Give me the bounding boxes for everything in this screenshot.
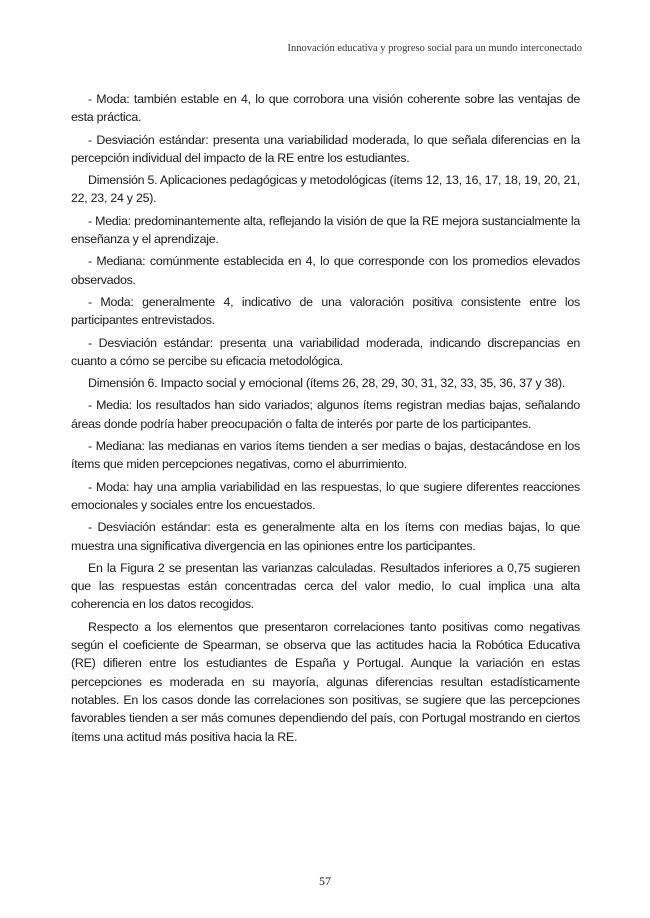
dimension-6-heading: Dimensión 6. Impacto social y emocional (ítems 26, 28, 29, 30, 31, 32, 33, 35, 36, 37 y 38). (88, 376, 566, 391)
paragraph-moda-dim4: - Moda: también estable en 4, lo que corrobora una visión coherente sobre las ventajas de esta práctica. (71, 92, 580, 125)
paragraph-desviacion-dim5: - Desviación estándar: presenta una variabilidad moderada, indicando discrepancias en cuanto a cómo se percibe su eficacia metodológica. (71, 335, 580, 368)
paragraph-mediana-dim6: - Mediana: las medianas en varios ítems tienden a ser medias o bajas, destacándose en los ítems que miden percepciones negativas, como el aburrimiento. (71, 439, 580, 472)
paragraph-spearman: Respecto a los elementos que presentaron correlaciones tanto positivas como negativas según el coeficiente de Spearman, se observa que las actitudes hacia la Robótica Educativa (RE) difieren entre los estudiantes de España y Portugal. Aunque la variación en estas percepciones es moderada en su mayoría, algunas diferencias resultan estadísticamente notables. En los casos donde las correlaciones son positivas, se sugiere que las percepciones favorables tienden a ser más comunes dependiendo del país, con Portugal mostrando en ciertos ítems una actitud más positiva hacia la RE. (71, 619, 580, 744)
dimension-5-heading: Dimensión 5. Aplicaciones pedagógicas y metodológicas (ítems 12, 13, 16, 17, 18, 19, 20, 21, 22, 23, 24 y 25). (71, 173, 580, 206)
paragraph-moda-dim6: - Moda: hay una amplia variabilidad en las respuestas, lo que sugiere diferentes reacciones emocionales y sociales entre los encuestados. (71, 479, 580, 512)
paragraph-moda-dim5: - Moda: generalmente 4, indicativo de una valoración positiva consistente entre los participantes entrevistados. (71, 294, 580, 328)
paragraph-mediana-dim5: - Mediana: comúnmente establecida en 4, lo que corresponde con los promedios elevados observados. (71, 254, 580, 287)
paragraph-figura-2: En la Figura 2 se presentan las varianzas calculadas. Resultados inferiores a 0,75 sugieren que las respuestas están concentradas cerca del valor medio, lo cual implica una alta coherencia en los datos recogidos. (71, 560, 580, 612)
page-body (71, 90, 580, 750)
paragraph-desviacion-dim4: - Desviación estándar: presenta una variabilidad moderada, lo que señala diferencias en la percepción individual del impacto de la RE entre los estudiantes. (71, 132, 580, 165)
paragraph-media-dim6: - Media: los resultados han sido variados; algunos ítems registran medias bajas, señalando áreas donde podría haber preocupación o falta de interés por parte de los participantes. (71, 398, 580, 431)
paragraph-media-dim5: - Media: predominantemente alta, reflejando la visión de que la RE mejora sustancialmente la enseñanza y el aprendizaje. (71, 213, 580, 247)
page-number: 57 (319, 874, 331, 888)
running-header: Innovación educativa y progreso social para un mundo interconectado (287, 43, 582, 54)
paragraph-desviacion-dim6: - Desviación estándar: esta es generalmente alta en los ítems con medias bajas, lo que muestra una significativa divergencia en las opiniones entre los participantes. (71, 520, 580, 553)
